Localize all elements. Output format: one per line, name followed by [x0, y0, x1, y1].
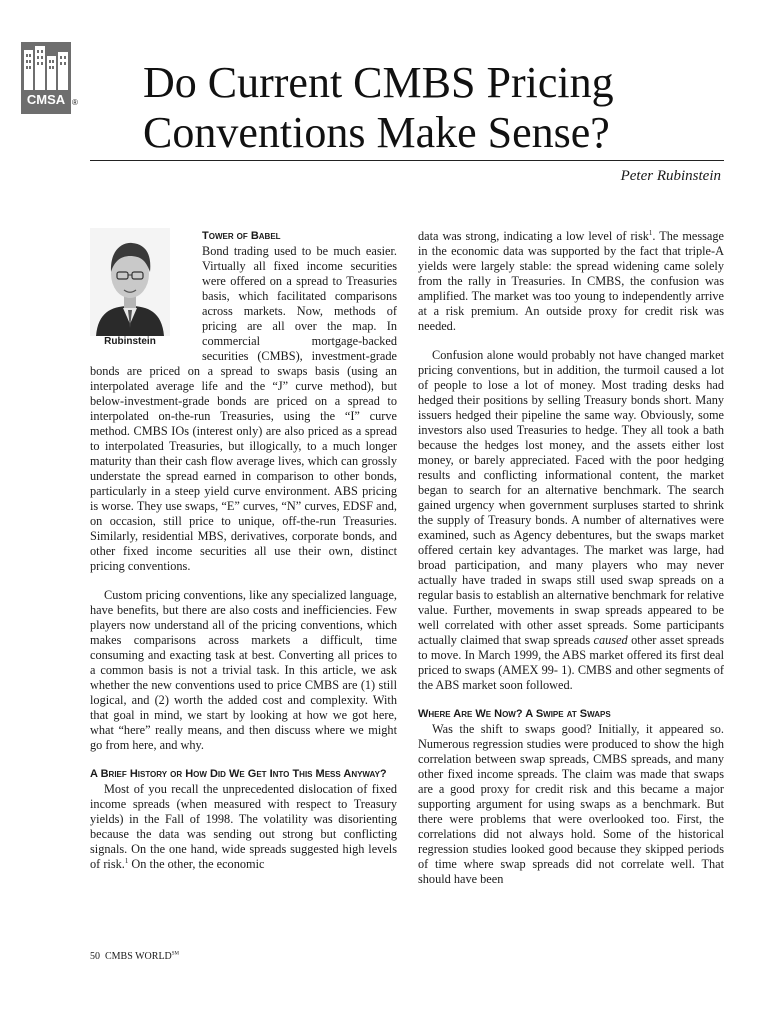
title-rule: [90, 160, 724, 161]
photo-caption: Rubinstein: [104, 336, 156, 347]
cmsa-logo: [21, 42, 71, 114]
paragraph: [418, 229, 724, 334]
paragraph-text: Confusion alone would probably not have changed market pricing conventions, but in addition, the turmoil caused a lot of people to lose a lot of money. Most trading desks had hedged their positions by selling Treasury bonds short. Many issuers hedged their pipeline the same way. Obviously, some investors also used Treasuries to hedge. They all took a bath because the hedges lost money, and the assets either lost money, or barely appreciated. Faced with the poor hedging results and conflicting informational content, the market began to search for an alternative benchmark. The search gained urgency when government surpluses started to shrink the supply of Treasury bonds. A number of alternatives were examined, such as Agency debentures, but the swaps market offered certain key advantages. The market was large, had broad participation, and many players who may never actually have traded in swaps still used swap spreads on a regular basis to establish an alternative benchmark for relative value. Further, movements in swap spreads appeared to be well correlated with other asset spreads. Some participants actually claimed that swap spreads: [418, 348, 724, 647]
page-footer: [90, 951, 179, 962]
service-mark: SM: [171, 951, 180, 957]
page-number: 50: [90, 951, 100, 962]
publication-name: CMBS WORLD: [105, 951, 172, 962]
cmsa-logo-graphic: [21, 42, 71, 114]
right-column: [418, 229, 724, 887]
registered-mark: ®: [72, 98, 78, 107]
paragraph: Bond trading used to be much easier. Virtually all fixed income securities were offered on a spread to Treasuries basis, which facilitated comparisons across markets. Now, methods of pricing are all over the map. In commercial mortgage-backed securities (CMBS), investment-grade bonds are priced on a spread to swaps basis (using an interpolated average life and the “J” curve method), but below-investment-grade bonds are priced on a spread to interpolated on-the-run Treasuries, using the “I” curve method. CMBS IOs (interest only) are also priced as a spread to interpolated Treasuries, but illogically, to a much longer maturity than their cash flow average lives, which can grossly understate the spread earned in comparison to other bonds, particularly in a steep yield curve environment. ABS pricing is worse. They use swaps, “E” curves, “N” curves, EDSF and, on occasion, still price to unique, off-the-run Treasuries. Similarly, residential MBS, derivatives, corporate bonds, and other fixed income securities all use their own, distinct pricing conventions.: [90, 244, 397, 573]
paragraph: [418, 348, 724, 693]
paragraph: [90, 782, 397, 872]
paragraph-text: other asset spreads to move. In March 1999, the ABS market offered its first deal priced to swaps (AMEX 99- 1). CMBS and other segments of the ABS market soon followed.: [418, 633, 724, 692]
section-heading-where-are-we-now: Where Are We Now? A Swipe at Swaps: [418, 708, 611, 720]
paragraph-gap: [90, 574, 397, 588]
paragraph-text: Most of you recall the unprecedented dislocation of fixed income spreads (when measured with respect to Treasury yields) in the Fall of 1998. The volatility was disorienting because the data was sending out strong but conflicting signals. On the one hand, wide spreads suggested high levels of risk.: [90, 782, 397, 871]
paragraph-text: data was strong, indicating a low level of risk: [418, 229, 649, 243]
footnote-ref: 1: [124, 856, 129, 865]
title-line-2: Conventions Make Sense?: [143, 108, 610, 157]
paragraph: Custom pricing conventions, like any specialized language, have benefits, but there are also costs and inefficiencies. Few players now understand all of the pricing conventions, which makes comparisons across markets a difficult, time consuming and exacting task at best. Converting all prices to a common basis is not a trivial task. In this article, we ask whether the new conventions used to price CMBS are (1) still logical, and (2) worth the added cost and complexity. With that goal in mind, we start by looking at how we got here, what “here” really means, and then discuss where we might go from here, and why.: [90, 588, 397, 752]
paragraph-gap: [90, 753, 397, 767]
title-line-1: Do Current CMBS Pricing: [143, 58, 614, 107]
section-heading-tower-of-babel: Tower of Babel: [202, 230, 281, 242]
author-byline: Peter Rubinstein: [620, 168, 721, 184]
paragraph-text: . The message in the economic data was supported by the fact that triple-A yields were largely stable: the spread widening came solely from the rally in Treasuries. In CMBS, the confusion was amplified. The market was too young to independently arrive at a risk premium. An outside proxy for credit risk was needed.: [418, 229, 724, 333]
paragraph-gap: [418, 334, 724, 348]
paragraph-text: On the other, the economic: [128, 857, 265, 871]
paragraph: Was the shift to swaps good? Initially, it appeared so. Numerous regression studies were produced to show the high correlation between swap spreads, CMBS spreads, and many other fixed income spreads. The claim was made that swaps are a good proxy for credit risk and this became a major supporting argument for using swaps as a benchmark. But there were problems that were overlooked too. First, the correlations did not always hold. Some of the historical regression studies looked good because they skipped periods of time where swap spreads did not correlate well. That should have been: [418, 722, 724, 886]
photo-wrap-space: [90, 229, 202, 357]
emphasis-caused: caused: [593, 633, 628, 647]
section-heading-brief-history: A Brief History or How Did We Get Into This Mess Anyway?: [90, 768, 387, 780]
footnote-ref: 1: [648, 228, 653, 237]
left-column: [90, 229, 397, 872]
paragraph-gap: [418, 693, 724, 707]
article-title: [143, 58, 743, 158]
logo-text: CMSA: [26, 92, 66, 107]
